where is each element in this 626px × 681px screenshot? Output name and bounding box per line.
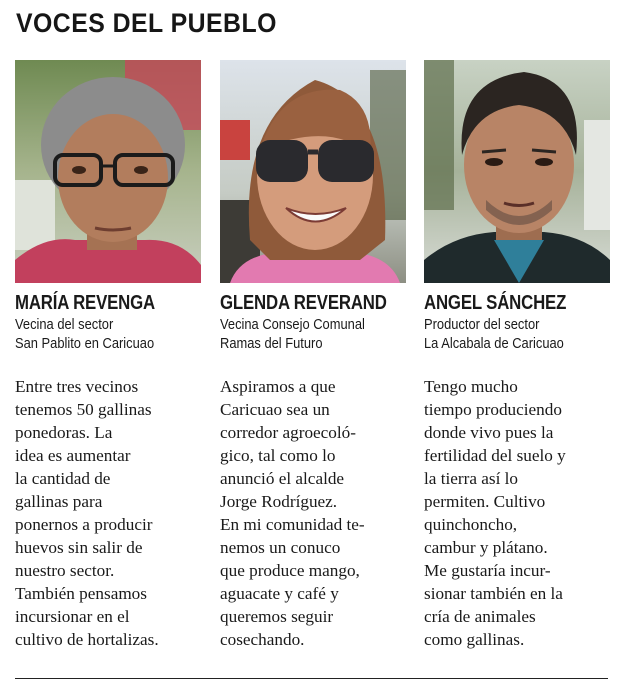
portrait-photo — [424, 60, 610, 283]
quote-text: Tengo mucho tiempo produciendo donde vivo pues la fertilidad del suelo y la tierra así lo permiten. Cultivo quinchoncho, cambur y plátano. Me gustaría incur- sionar también en la cría de animales como gallinas. — [424, 377, 566, 649]
testimonial-maria-revenga — [15, 60, 201, 651]
person-role: Vecina del sector — [15, 316, 114, 333]
person-name: MARÍA REVENGA — [15, 292, 156, 314]
portrait-photo — [15, 60, 201, 283]
portrait-photo — [220, 60, 406, 283]
person-role: Vecina Consejo Comunal — [220, 316, 365, 333]
testimonial-glenda-reverand — [220, 60, 406, 651]
quote-text: Aspiramos a que Caricuao sea un corredor agroecoló- gico, tal como lo anunció el alcalde Jorge Rodríguez. En mi comunidad te- nemos un conuco que produce mango, aguacate y café y queremos seguir cosechando. — [220, 377, 365, 649]
person-name: ANGEL SÁNCHEZ — [424, 292, 567, 314]
bottom-divider — [15, 678, 608, 679]
testimonial-angel-sanchez — [424, 60, 610, 651]
person-location: San Pablito en Caricuao — [15, 335, 155, 352]
section-title: VOCES DEL PUEBLO — [16, 8, 277, 38]
person-location: La Alcabala de Caricuao — [424, 335, 564, 352]
person-role: Productor del sector — [424, 316, 540, 333]
person-location: Ramas del Futuro — [220, 335, 323, 352]
quote-text: Entre tres vecinos tenemos 50 gallinas ponedoras. La idea es aumentar la cantidad de gallinas para ponernos a producir huevos sin salir de nuestro sector. También pensamos incursionar en el cultivo de hortalizas. — [15, 377, 159, 649]
person-name: GLENDA REVERAND — [220, 292, 387, 314]
